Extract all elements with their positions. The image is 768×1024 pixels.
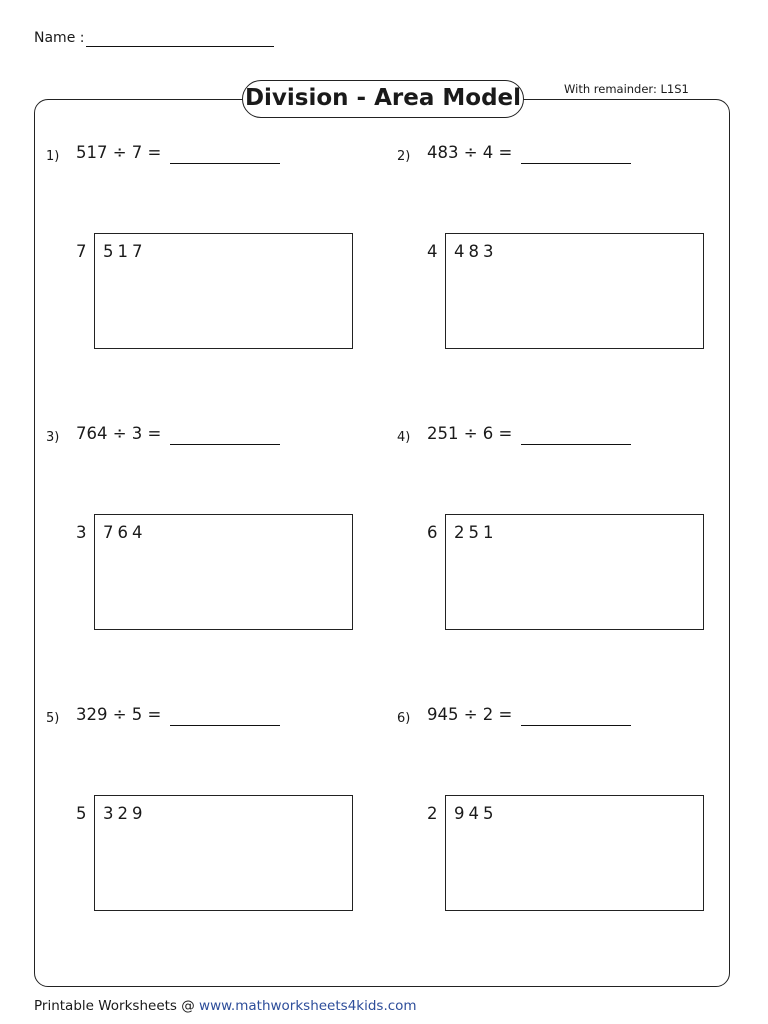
problem-equation: 945 ÷ 2 = [427, 705, 513, 724]
answer-line[interactable] [521, 163, 631, 164]
area-model-divisor: 4 [427, 242, 438, 261]
worksheet-title: Division - Area Model [242, 80, 524, 118]
footer-text: Printable Worksheets @ [34, 998, 200, 1014]
problem-equation: 251 ÷ 6 = [427, 424, 513, 443]
problem-number: 5) [46, 711, 60, 726]
area-model-dividend: 483 [454, 242, 498, 261]
problem-equation: 483 ÷ 4 = [427, 143, 513, 162]
problem-equation: 517 ÷ 7 = [76, 143, 162, 162]
footer [34, 998, 417, 1014]
area-model-divisor: 5 [76, 804, 87, 823]
area-model-divisor: 2 [427, 804, 438, 823]
problem-1 [46, 143, 386, 373]
level-label: With remainder: L1S1 [564, 82, 689, 96]
area-model-dividend: 251 [454, 523, 498, 542]
problem-number: 4) [397, 430, 411, 445]
problem-6 [397, 705, 737, 935]
answer-line[interactable] [170, 163, 280, 164]
name-answer-line[interactable] [86, 46, 274, 47]
problem-2 [397, 143, 737, 373]
footer-link[interactable]: www.mathworksheets4kids.com [199, 998, 417, 1014]
area-model-divisor: 3 [76, 523, 87, 542]
answer-line[interactable] [170, 444, 280, 445]
problem-number: 3) [46, 430, 60, 445]
problem-number: 2) [397, 149, 411, 164]
area-model-dividend: 517 [103, 242, 147, 261]
problem-4 [397, 424, 737, 654]
area-model-divisor: 7 [76, 242, 87, 261]
area-model-dividend: 329 [103, 804, 147, 823]
problem-number: 1) [46, 149, 60, 164]
answer-line[interactable] [521, 725, 631, 726]
area-model-dividend: 764 [103, 523, 147, 542]
name-label: Name : [34, 30, 85, 46]
problem-5 [46, 705, 386, 935]
answer-line[interactable] [521, 444, 631, 445]
problem-number: 6) [397, 711, 411, 726]
problem-equation: 329 ÷ 5 = [76, 705, 162, 724]
area-model-divisor: 6 [427, 523, 438, 542]
problem-3 [46, 424, 386, 654]
area-model-dividend: 945 [454, 804, 498, 823]
problem-equation: 764 ÷ 3 = [76, 424, 162, 443]
answer-line[interactable] [170, 725, 280, 726]
